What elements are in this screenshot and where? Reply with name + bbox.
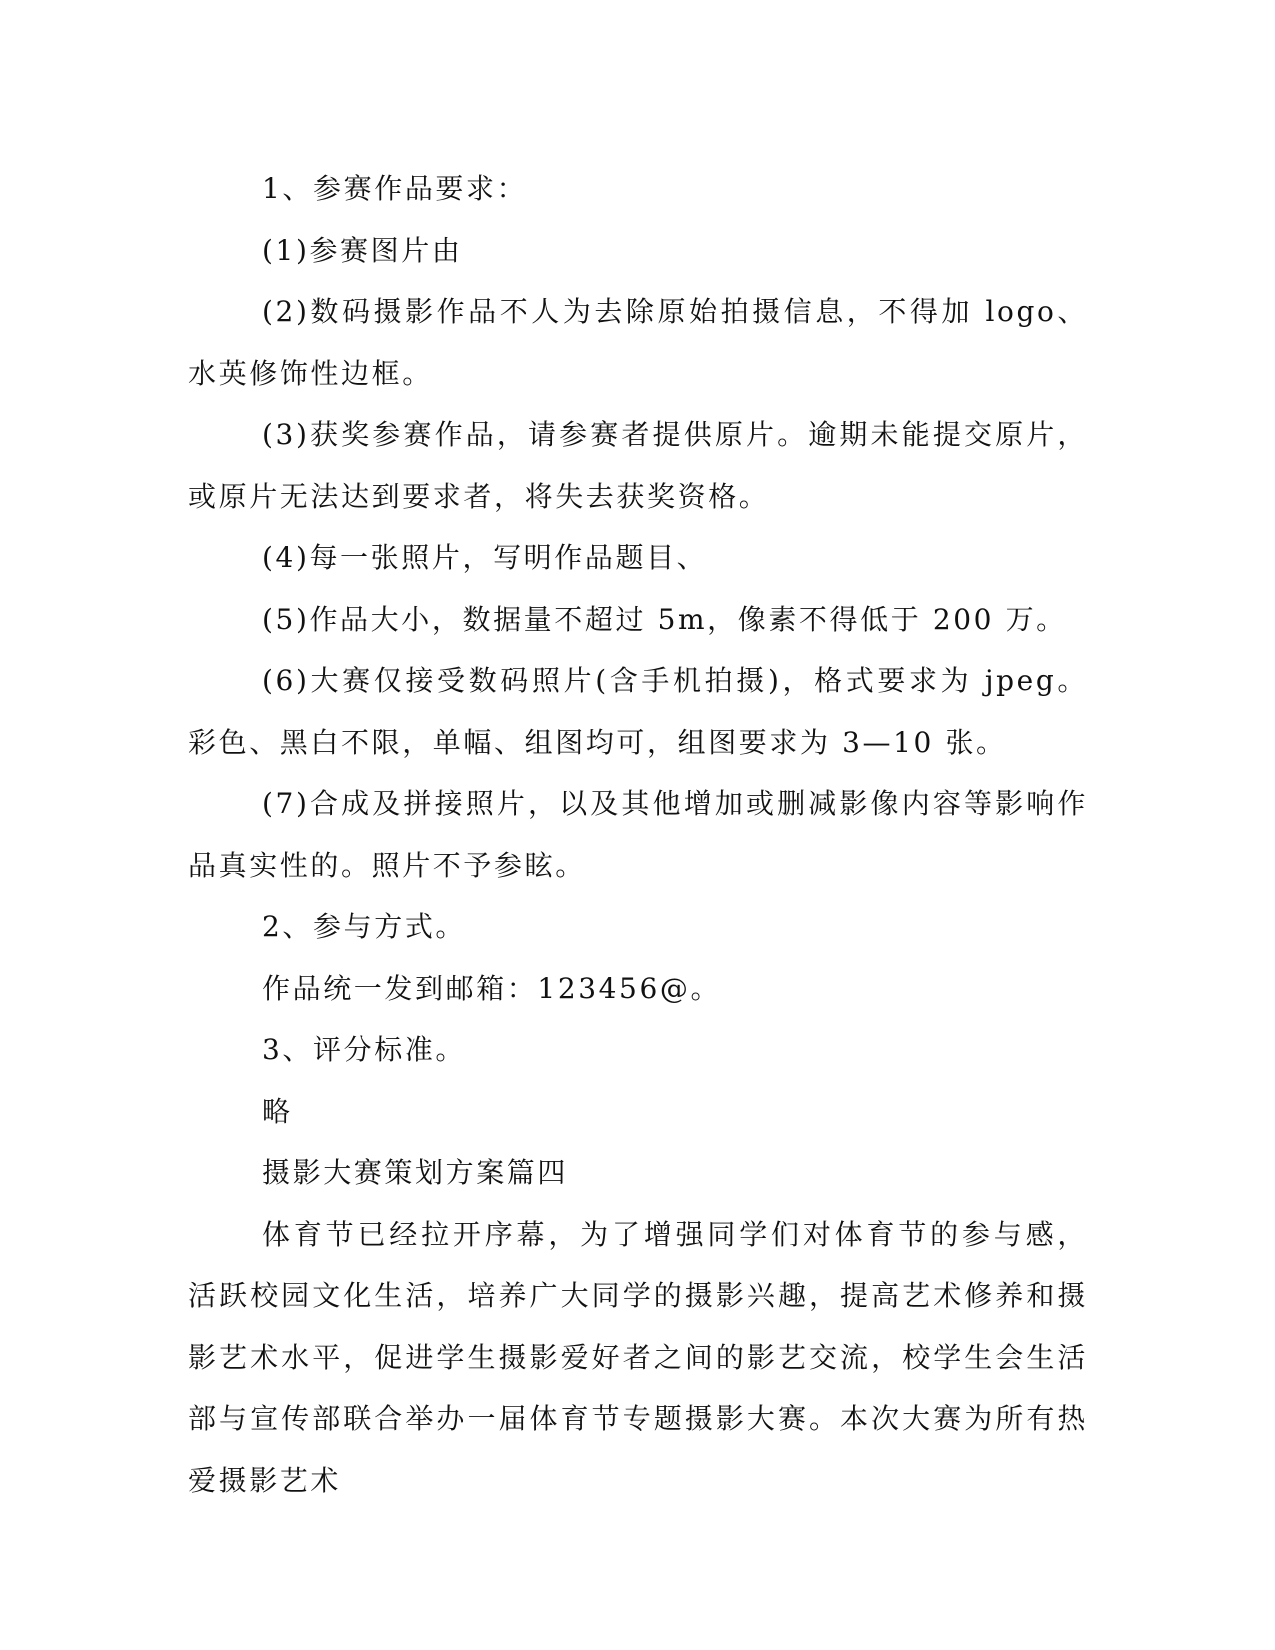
requirement-item-6: (6)大赛仅接受数码照片(含手机拍摄)，格式要求为 jpeg。彩色、黑白不限，单幅、组图均可，组图要求为 3—10 张。 — [188, 664, 1088, 759]
chapter-title-part-four: 摄影大赛策划方案篇四 — [262, 1156, 569, 1189]
section-heading-requirements: 1、参赛作品要求： — [262, 172, 528, 205]
submission-email-text: 作品统一发到邮箱：123456@。 — [262, 971, 722, 1005]
scoring-omitted-text: 略 — [262, 1094, 293, 1128]
intro-paragraph: 体育节已经拉开序幕，为了增强同学们对体育节的参与感，活跃校园文化生活，培养广大同学的摄影兴趣，提高艺术修养和摄影艺术水平，促进学生摄影爱好者之间的影艺交流，校学生会生活部与宣传部联合举办一届体育节专题摄影大赛。本次大赛为所有热爱摄影艺术 — [188, 1217, 1088, 1497]
requirement-item-2: (2)数码摄影作品不人为去除原始拍摄信息，不得加 logo、水英修饰性边框。 — [188, 295, 1088, 390]
section-heading-scoring: 3、评分标准。 — [262, 1033, 467, 1066]
requirement-item-7: (7)合成及拼接照片，以及其他增加或删减影像内容等影响作品真实性的。照片不予参眩。 — [188, 787, 1088, 882]
requirement-item-4: (4)每一张照片，写明作品题目、 — [262, 541, 708, 574]
requirement-item-3: (3)获奖参赛作品，请参赛者提供原片。逾期未能提交原片，或原片无法达到要求者，将失去获奖资格。 — [188, 418, 1088, 513]
requirement-item-5: (5)作品大小，数据量不超过 5m，像素不得低于 200 万。 — [262, 602, 1067, 636]
requirement-item-1: (1)参赛图片由 — [262, 233, 463, 267]
section-heading-participation: 2、参与方式。 — [262, 910, 467, 943]
document-body — [188, 158, 1088, 1511]
